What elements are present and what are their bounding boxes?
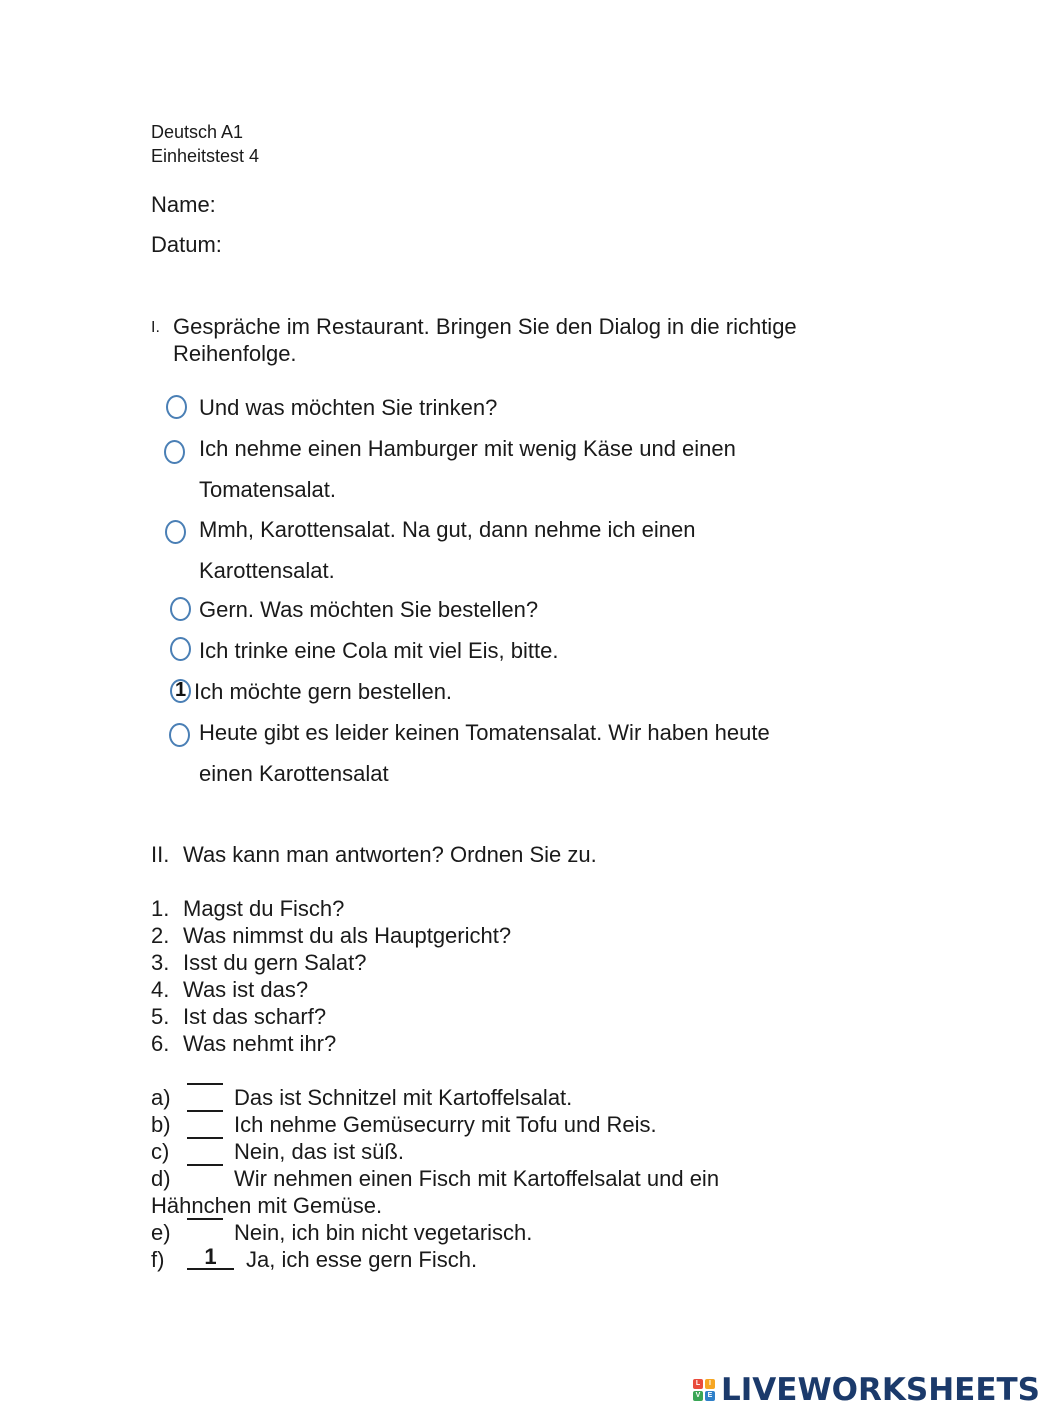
question-text: Was ist das? xyxy=(183,977,309,1002)
order-circle-input[interactable] xyxy=(164,440,185,464)
answer-text: Wir nehmen einen Fisch mit Kartoffelsalat und ein xyxy=(234,1166,720,1191)
question-text: Ist das scharf? xyxy=(183,1004,327,1029)
dialogue-line: Heute gibt es leider keinen Tomatensalat. Wir haben heute xyxy=(199,720,770,745)
section2-title: Was kann man antworten? Ordnen Sie zu. xyxy=(183,842,597,867)
dialogue-line: Ich möchte gern bestellen. xyxy=(194,679,453,704)
section2-number: II. xyxy=(151,842,170,867)
answer-letter: a) xyxy=(151,1085,171,1110)
question-number: 5. xyxy=(151,1004,170,1029)
question-number: 1. xyxy=(151,896,170,921)
section1-title-line2: Reihenfolge. xyxy=(173,341,297,366)
liveworksheets-logo xyxy=(693,1372,1040,1408)
liveworksheets-logo-icon xyxy=(693,1379,715,1401)
answer-letter: c) xyxy=(151,1139,170,1164)
answer-letter: b) xyxy=(151,1112,171,1137)
test-title: Einheitstest 4 xyxy=(151,146,260,166)
order-circle-input[interactable] xyxy=(169,723,190,747)
logo-text: LIVEWORKSHEETS xyxy=(721,1372,1040,1408)
question-text: Was nehmt ihr? xyxy=(183,1031,337,1056)
dialogue-line: Ich trinke eine Cola mit viel Eis, bitte. xyxy=(199,638,559,663)
order-circle-input[interactable] xyxy=(166,395,187,419)
order-circle-input[interactable] xyxy=(170,597,191,621)
logo-mark-tile: L xyxy=(693,1379,703,1389)
dialogue-line: Und was möchten Sie trinken? xyxy=(199,395,498,420)
answer-blank-input[interactable]: 1 xyxy=(187,1246,234,1270)
logo-mark-tile: V xyxy=(693,1391,703,1401)
dialogue-line: Ich nehme einen Hamburger mit wenig Käse und einen xyxy=(199,436,736,461)
answer-blank-input[interactable] xyxy=(187,1137,223,1139)
answer-text-continued: Hähnchen mit Gemüse. xyxy=(151,1193,383,1218)
answer-blank-input[interactable] xyxy=(187,1110,223,1112)
dialogue-line: Karottensalat. xyxy=(199,558,335,583)
date-label: Datum: xyxy=(151,232,222,257)
question-text: Magst du Fisch? xyxy=(183,896,345,921)
question-number: 3. xyxy=(151,950,170,975)
answer-text: Ich nehme Gemüsecurry mit Tofu und Reis. xyxy=(234,1112,657,1137)
question-number: 2. xyxy=(151,923,170,948)
answer-text: Nein, das ist süß. xyxy=(234,1139,404,1164)
dialogue-line: einen Karottensalat xyxy=(199,761,389,786)
answer-letter: d) xyxy=(151,1166,171,1191)
answer-blank-input[interactable] xyxy=(187,1083,223,1085)
section1-title-line1: Gespräche im Restaurant. Bringen Sie den Dialog in die richtige xyxy=(173,314,797,339)
order-circle-input[interactable] xyxy=(165,520,186,544)
answer-blank-input[interactable] xyxy=(187,1164,223,1166)
logo-mark-tile: E xyxy=(705,1391,715,1401)
question-number: 6. xyxy=(151,1031,170,1056)
course-title: Deutsch A1 xyxy=(151,122,244,142)
answer-letter: f) xyxy=(151,1247,165,1272)
section1-number: I. xyxy=(151,319,160,336)
dialogue-line: Mmh, Karottensalat. Na gut, dann nehme ich einen xyxy=(199,517,696,542)
answer-letter: e) xyxy=(151,1220,171,1245)
name-label: Name: xyxy=(151,192,216,217)
order-answer: 1 xyxy=(175,679,187,701)
answer-text: Das ist Schnitzel mit Kartoffelsalat. xyxy=(234,1085,573,1110)
question-number: 4. xyxy=(151,977,170,1002)
question-text: Was nimmst du als Hauptgericht? xyxy=(183,923,512,948)
logo-mark-tile: I xyxy=(705,1379,715,1389)
answer-blank-input[interactable] xyxy=(187,1218,223,1220)
dialogue-line: Gern. Was möchten Sie bestellen? xyxy=(199,597,539,622)
question-text: Isst du gern Salat? xyxy=(183,950,367,975)
answer-text: Ja, ich esse gern Fisch. xyxy=(246,1247,478,1272)
answer-text: Nein, ich bin nicht vegetarisch. xyxy=(234,1220,533,1245)
order-circle-input[interactable] xyxy=(170,637,191,661)
dialogue-line: Tomatensalat. xyxy=(199,477,336,502)
